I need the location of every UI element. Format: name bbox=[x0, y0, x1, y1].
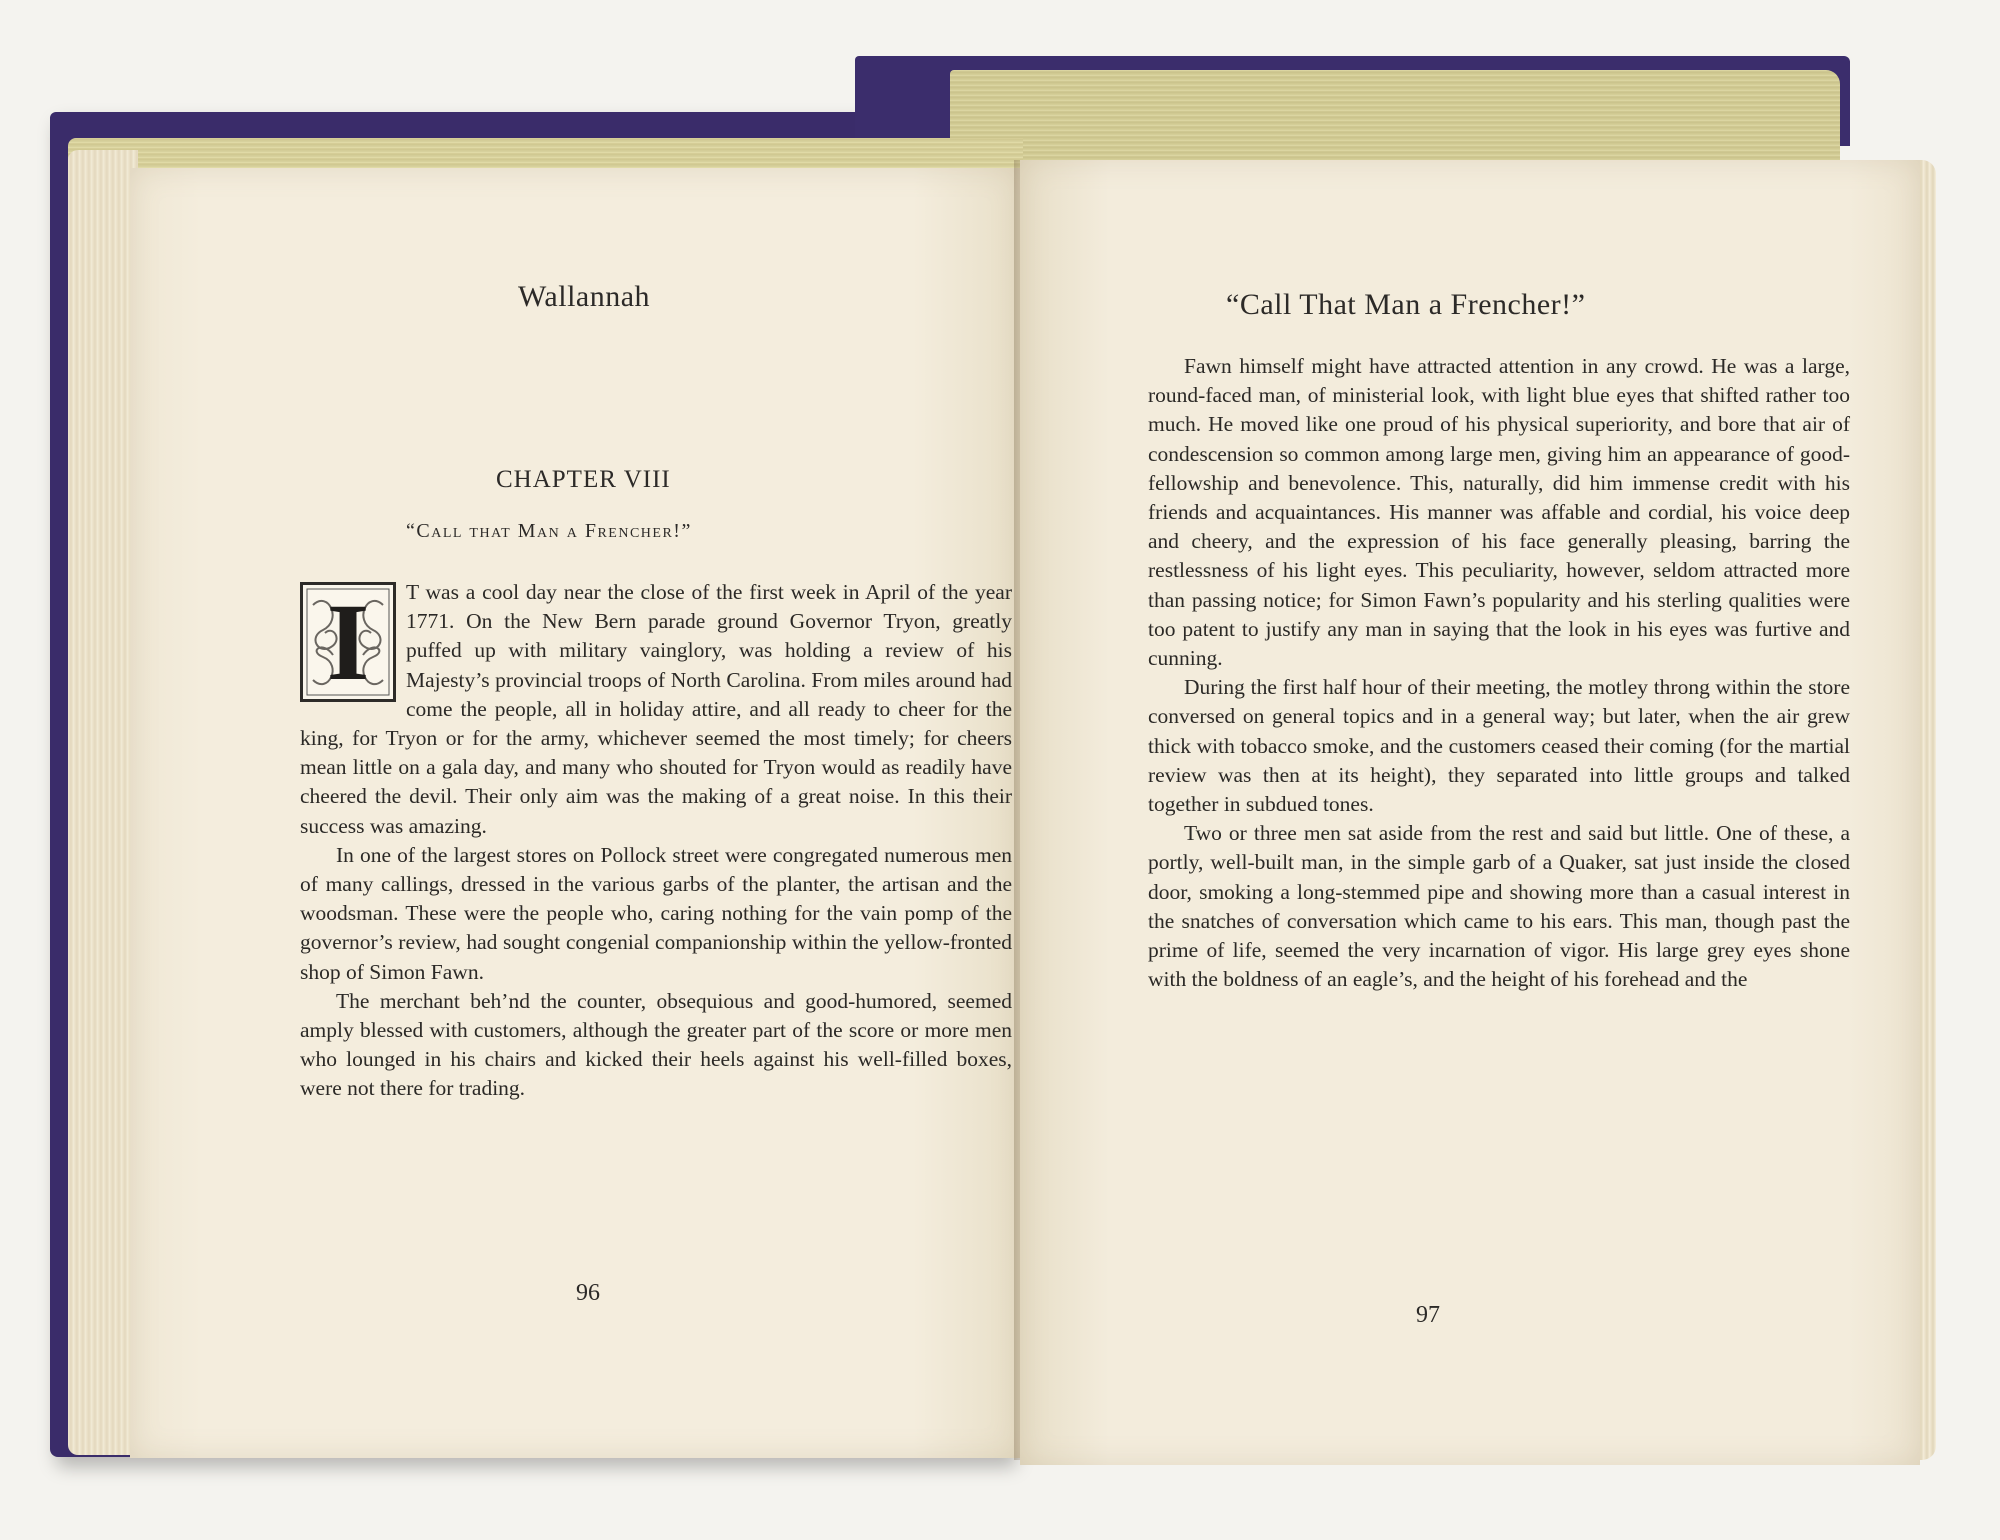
right-page bbox=[1020, 160, 1920, 1465]
drop-cap-ornament bbox=[300, 582, 396, 702]
chapter-title: “Call that Man a Frencher!” bbox=[406, 520, 692, 542]
paragraph: T was a cool day near the close of the first week in April of the year 1771. On the New Bern parade ground Governor Tryon, greatly puffed up with military vainglory, was holding a review of his Majesty’s provincial troops of North Carolina. From miles around had come the people, all in holiday attire, and all ready to cheer for the king, for Tryon or for the army, whichever seemed the most timely; for cheers mean little on a gala day, and many who shouted for Tryon would as readily have cheered the devil. Their only aim was the making of a great noise. In this their success was amazing. bbox=[300, 580, 1012, 838]
paragraph: Two or three men sat aside from the rest and said but little. One of these, a portly, well-built man, in the simple garb of a Quaker, sat just inside the closed door, smoking a long-stemmed pipe and showing more than a casual interest in the snatches of conversation which came to his ears. This man, though past the prime of life, seemed the very incarnation of vigor. His large grey eyes shone with the boldness of an eagle’s, and the height of his forehead and the bbox=[1148, 821, 1850, 992]
right-page-body bbox=[1148, 352, 1850, 994]
page-number-right: 97 bbox=[1416, 1302, 1440, 1328]
page-edges-top-right bbox=[950, 70, 1840, 170]
left-page bbox=[130, 168, 1020, 1458]
left-page-body bbox=[300, 578, 1012, 1104]
page-block-left-edge bbox=[68, 150, 138, 1455]
paragraph: Fawn himself might have attracted attention in any crowd. He was a large, round-faced man, of ministerial look, with light blue eyes that shifted rather too much. He moved like one proud of his physical superiority, and bore that air of condescension so common among large men, giving him an appearance of good-fellowship and benevolence. This, naturally, did him immense credit with his friends and acquaintances. His manner was affable and cordial, his voice deep and cheery, and the expression of his face generally pleasing, barring the restlessness of his light eyes. This peculiarity, however, seldom attracted more than passing notice; for Simon Fawn’s popularity and his sterling qualities were too patent to justify any man in saying that the look in his eyes was furtive and cunning. bbox=[1148, 354, 1850, 671]
paragraph: The merchant beh’nd the counter, obsequious and good-humored, seemed amply blessed with customers, although the greater part of the score or more men who lounged in his chairs and kicked their heels against his well-filled boxes, were not there for trading. bbox=[300, 988, 1012, 1101]
running-head-right: “Call That Man a Frencher!” bbox=[1226, 288, 1586, 321]
page-number-left: 96 bbox=[576, 1280, 600, 1306]
running-head-left: Wallannah bbox=[518, 280, 651, 313]
page-edges-top-left bbox=[68, 138, 1023, 172]
paragraph: In one of the largest stores on Pollock street were congregated numerous men of many callings, dressed in the various garbs of the planter, the artisan and the woodsman. These were the people who, caring nothing for the vain pomp of the governor’s review, had sought congenial companionship within the yellow-fronted shop of Simon Fawn. bbox=[300, 842, 1012, 984]
paragraph: During the first half hour of their meeting, the motley throng within the store conversed on general topics and in a general way; but later, when the air grew thick with tobacco smoke, and the customers ceased their coming (for the martial review was then at its height), they separated into little groups and talked together in subdued tones. bbox=[1148, 675, 1850, 817]
drop-cap-letter: I bbox=[326, 581, 370, 703]
chapter-heading: CHAPTER VIII bbox=[496, 466, 671, 493]
